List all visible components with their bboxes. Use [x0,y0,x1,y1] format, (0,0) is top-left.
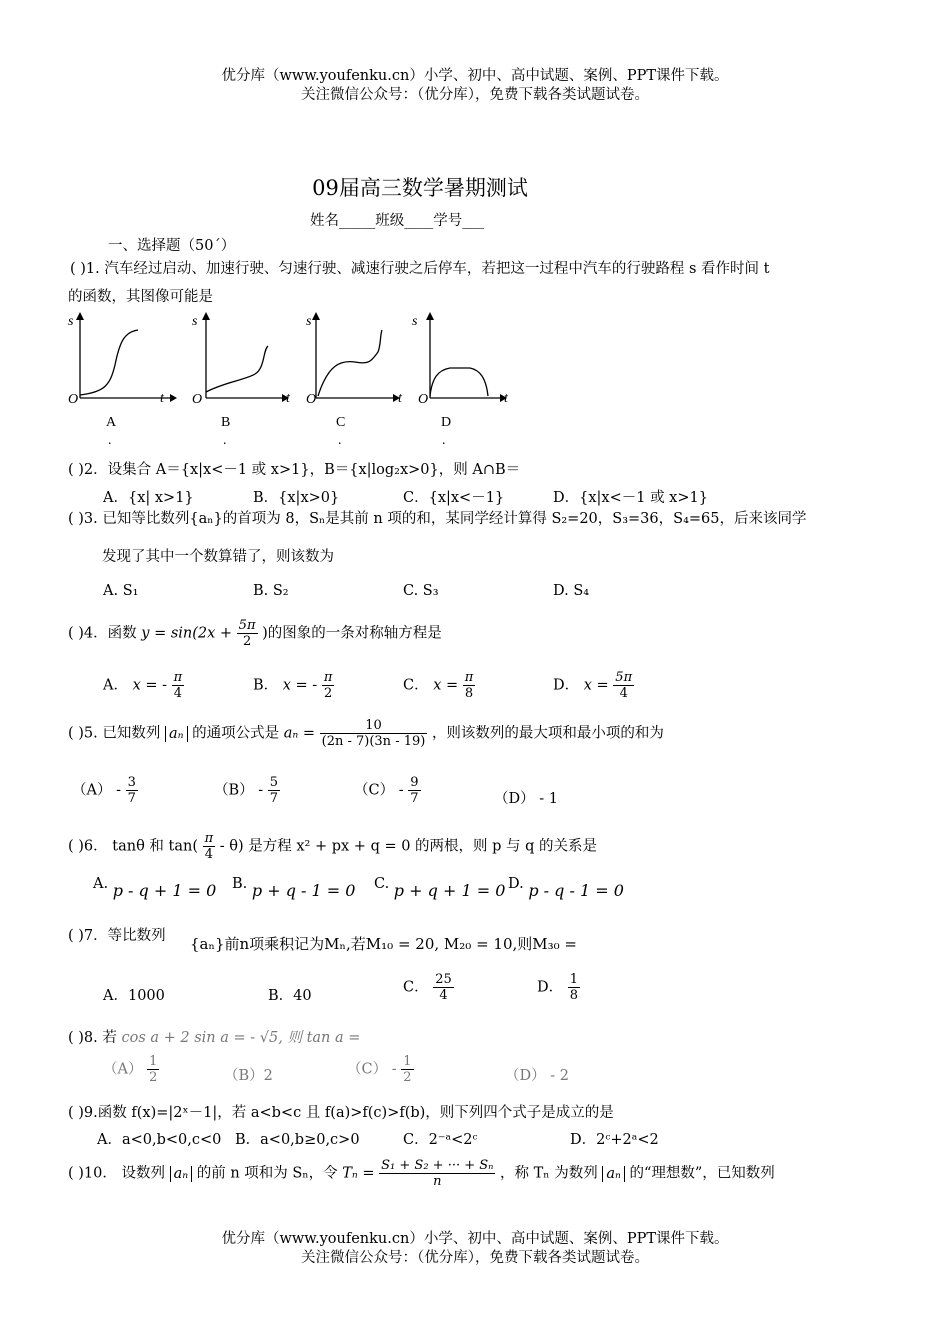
question-9-text: ( )9.函数 f(x)=|2ˣ－1|，若 a<b<c 且 f(a)>f(c)>f(b)，则下列四个式子是成立的是 [68,1105,614,1121]
question-4-option-c [403,670,475,701]
question-7-option-d [537,972,580,1003]
option-den: 8 [569,988,579,1003]
option-lhs: x = [583,677,609,694]
question-10-seq-2: aₙ [602,1166,625,1182]
option-den: 7 [410,791,419,806]
page-title: 09届高三数学暑期测试 [312,176,528,200]
question-6-option-c [374,876,505,900]
graph-c-dot: . [338,433,342,448]
footer-line-1: 优分库（www.youfenku.cn）小学、初中、高中试题、案例、PPT课件下载。 [221,1231,729,1247]
question-8-option-d [505,1064,569,1085]
question-7-expr: {aₙ}前n项乘积记为Mₙ,若M₁₀ = 20, M₂₀ = 10,则M₃₀ = [190,935,577,953]
option-den: 4 [619,686,628,701]
option-fraction [126,775,138,806]
option-label: （D） [494,791,535,807]
question-5 [68,718,664,749]
option-fraction [401,1054,413,1085]
option-fraction [433,972,454,1003]
option-fraction [463,670,476,701]
option-label: （A） [72,782,112,799]
graph-c-origin: O [306,392,317,407]
question-2-option-b: B．{x|x>0} [253,490,340,506]
option-den: 8 [464,686,474,701]
question-10-den: n [433,1174,442,1189]
question-2-option-d: D．{x|x<－1 或 x>1} [553,490,708,506]
question-6-option-d [508,876,624,900]
graph-b-t-label: t [286,391,290,406]
option-sign: - [398,782,404,799]
question-9-option-b: B．a<0,b≥0,c>0 [235,1132,360,1148]
option-fraction [147,1054,159,1085]
graph-d-origin: O [418,392,429,407]
option-sign: - 2 [550,1068,569,1084]
question-5-num: 10 [320,718,428,734]
question-4-frac-num: 5π [238,618,256,633]
graph-c-label: C [336,415,346,430]
option-den: 2 [149,1070,158,1085]
question-10-mid2: ，称 Tₙ 为数列 [500,1165,598,1182]
question-6-option-b [232,876,355,900]
question-5-den: (2n - 7)(3n - 19) [321,734,426,749]
option-label: （B）2 [224,1068,273,1084]
graph-d-s-label: s [412,314,418,329]
question-3-option-d: D. S₄ [553,583,590,599]
option-label: B. [232,876,248,892]
question-8-option-b [224,1064,273,1085]
graph-a-label: A [106,415,117,430]
option-sign: - [391,1061,397,1078]
question-9-option-d: D．2ᶜ+2ᵃ<2 [570,1132,659,1148]
graph-a-t-label: t [160,391,164,406]
option-den: 4 [439,988,448,1003]
option-label: C． [403,677,429,694]
question-5-option-b [214,775,280,806]
question-9-option-a: A．a<0,b<0,c<0 [97,1132,222,1148]
graph-a-s-label: s [68,314,74,329]
graph-d-label: D [441,415,452,430]
option-label: （B） [214,782,254,799]
option-expr: p - q + 1 = 0 [112,881,217,900]
graph-a [68,312,177,448]
question-2-option-a: A．{x| x>1} [103,490,194,506]
question-4-option-d [553,670,634,701]
graph-d [412,312,509,448]
option-label: C. [374,876,390,892]
graph-c-s-label: s [306,314,312,329]
question-10 [68,1158,775,1189]
question-10-suffix: 的“理想数”，已知数列 [629,1165,775,1182]
graph-b [192,312,291,448]
question-2-option-c: C．{x|x<－1} [403,490,505,506]
graph-c [306,312,403,448]
option-num: 9 [410,775,419,790]
option-fraction [322,670,335,701]
question-3-option-b: B. S₂ [253,583,289,599]
header-line-1: 优分库（www.youfenku.cn）小学、初中、高中试题、案例、PPT课件下载。 [221,68,729,84]
question-5-suffix: ，则该数列的最大项和最小项的和为 [431,725,664,742]
graph-b-label: B [221,415,231,430]
option-fraction [268,775,280,806]
question-9-option-c: C．2⁻ᵃ<2ᶜ [403,1132,478,1148]
option-sign: - 1 [539,791,558,807]
question-2-text: ( )2．设集合 A＝{x|x<－1 或 x>1}，B＝{x|log₂x>0}，则 A∩B＝ [68,462,521,478]
question-10-mid: 的前 n 项和为 Sₙ，令 [196,1165,338,1182]
question-7-option-c [403,972,454,1003]
option-lhs: x = - [282,677,318,694]
graph-c-t-label: t [398,391,402,406]
question-4-fraction [237,618,258,649]
option-label: D． [537,979,564,996]
option-den: 7 [127,791,136,806]
option-fraction [568,972,580,1003]
question-6-den: 4 [204,847,214,862]
option-fraction [613,670,634,701]
question-6 [68,831,597,862]
question-4 [68,618,442,649]
graph-d-dot: . [442,433,446,448]
question-6-b: - θ) 是方程 x² + px + q = 0 的两根，则 p 与 q 的关系是 [219,838,598,855]
option-num: 5π [615,670,633,685]
question-7-option-b: B．40 [268,988,312,1004]
option-lhs: x = [433,677,459,694]
question-1-text-2: 的函数，其图像可能是 [68,289,213,305]
graph-b-s-label: s [192,314,198,329]
question-4-prefix: ( )4．函数 [68,625,137,642]
option-den: 7 [269,791,279,806]
option-label: （A） [103,1061,143,1078]
option-fraction [172,670,185,701]
option-label: （C） [347,1061,388,1078]
option-den: 2 [403,1070,412,1085]
option-den: 4 [173,686,183,701]
question-6-option-a [93,876,216,900]
option-label: D. [508,876,524,892]
question-4-expr: y = sin(2x + [141,625,233,642]
question-5-lhs: aₙ = [283,725,316,742]
option-lhs: x = - [132,677,168,694]
option-sign: - [116,782,121,799]
question-8-option-c [347,1054,414,1085]
option-label: （D） [505,1068,546,1084]
footer-line-2: 关注微信公众号：（优分库），免费下载各类试题试卷。 [301,1250,649,1266]
option-label: A. [93,876,109,892]
question-6-num: π [204,831,214,846]
question-5-option-d [494,787,558,808]
question-4-option-a [103,670,184,701]
question-6-prefix: ( )6． [68,838,108,855]
question-6-a: tanθ 和 tan( [112,838,198,855]
option-expr: p + q + 1 = 0 [393,881,506,900]
question-3-option-a: A. S₁ [103,583,139,599]
option-label: D． [553,677,580,694]
section-heading: 一、选择题（50´） [108,238,236,254]
option-label: B． [253,677,279,694]
graph-a-origin: O [68,392,79,407]
question-1-graphs [60,310,530,450]
option-expr: p - q - 1 = 0 [528,881,624,900]
question-4-frac-den: 2 [242,634,252,649]
question-5-fraction [320,718,428,749]
question-4-option-b [253,670,334,701]
question-10-lhs: Tₙ = [342,1165,375,1182]
option-num: 1 [403,1054,412,1069]
question-8-expr: cos a + 2 sin a = - √5, 则 tan a = [121,1030,361,1046]
option-label: C． [403,979,429,996]
question-10-fraction [379,1158,495,1189]
question-10-num: S₁ + S₂ + ··· + Sₙ [381,1158,494,1173]
student-info: 姓名_____班级____学号___ [310,213,484,229]
header-line-2: 关注微信公众号：（优分库），免费下载各类试题试卷。 [301,87,649,103]
question-8-prefix: ( )8. 若 [68,1030,117,1046]
question-4-suffix: )的图象的一条对称轴方程是 [262,625,442,642]
question-3-text-2: 发现了其中一个数算错了，则该数为 [102,549,334,565]
option-num: π [464,670,474,685]
question-3-option-c: C. S₃ [403,583,439,599]
graph-b-origin: O [192,392,203,407]
question-5-option-a [72,775,138,806]
option-num: 1 [149,1054,158,1069]
option-num: π [173,670,183,685]
graph-b-dot: . [223,433,227,448]
option-num: 5 [269,775,279,790]
option-num: π [323,670,333,685]
option-num: 3 [127,775,136,790]
question-5-mid: 的通项公式是 [192,725,280,742]
question-1-text: ( )1. 汽车经过启动、加速行驶、匀速行驶、减速行驶之后停车，若把这一过程中汽车的行驶路程 s 看作时间 t [70,261,770,277]
graph-d-t-label: t [504,391,508,406]
option-label: A． [103,677,128,694]
question-5-seq: aₙ [165,726,188,742]
option-sign: - [258,782,264,799]
option-num: 1 [569,972,579,987]
question-8 [68,1028,360,1048]
question-6-fraction [203,831,216,862]
question-5-option-c [354,775,421,806]
question-7-option-a: A．1000 [103,988,165,1004]
option-label: （C） [354,782,395,799]
question-3-text: ( )3. 已知等比数列{aₙ}的首项为 8，Sₙ是其前 n 项的和，某同学经计算得 S₂=20，S₃=36，S₄=65，后来该同学 [68,511,807,527]
graph-a-dot: . [108,433,112,448]
option-fraction [408,775,420,806]
question-10-seq: aₙ [170,1166,193,1182]
option-num: 25 [435,972,452,987]
option-expr: p + q - 1 = 0 [251,881,356,900]
option-den: 2 [323,686,333,701]
question-10-prefix: ( )10． 设数列 [68,1165,165,1182]
question-5-prefix: ( )5. 已知数列 [68,725,161,742]
question-7-prefix: ( )7．等比数列 [68,928,166,944]
question-8-option-a [103,1054,159,1085]
